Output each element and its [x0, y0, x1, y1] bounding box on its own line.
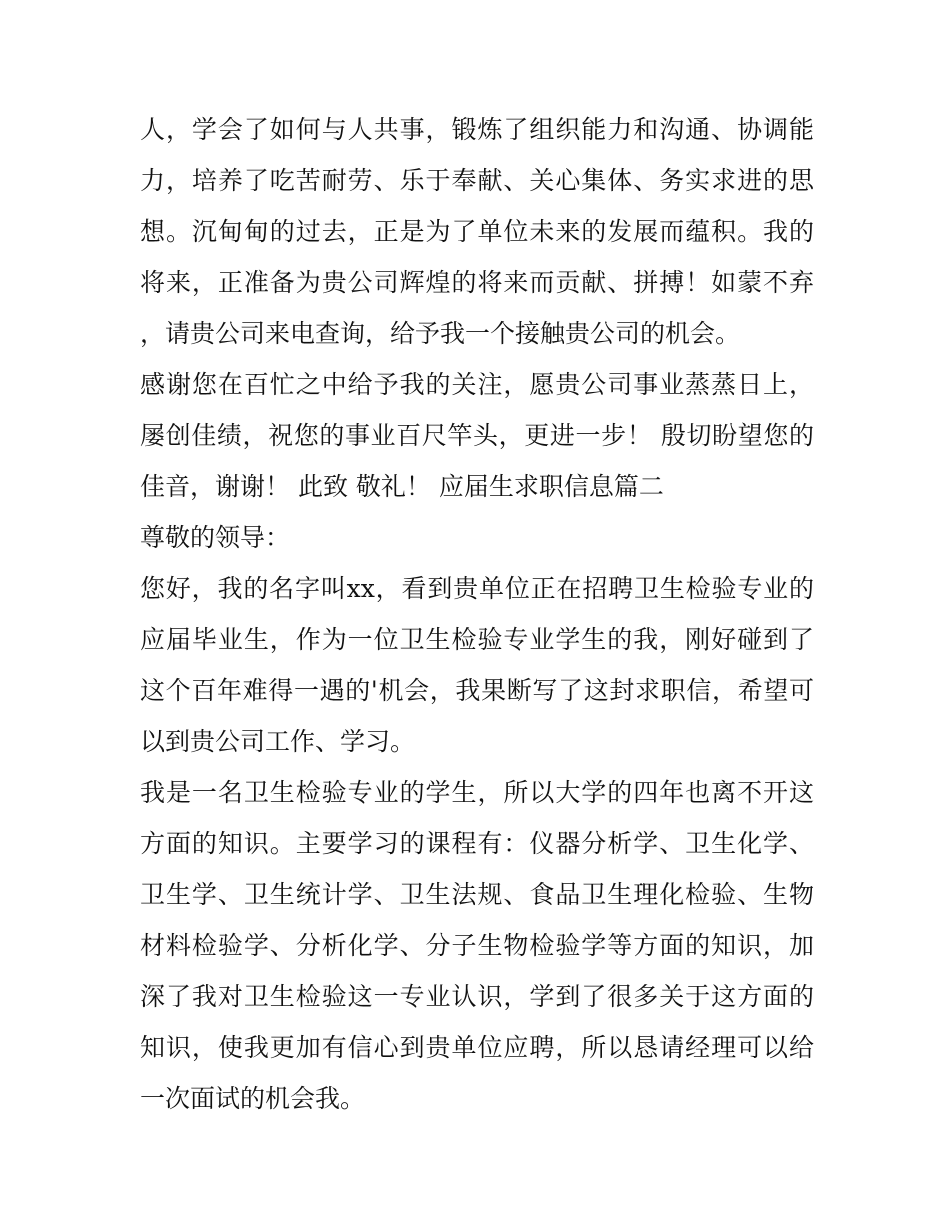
document-body: [140, 104, 814, 1124]
paragraph-continuation: 人，学会了如何与人共事，锻炼了组织能力和沟通、协调能力，培养了吃苦耐劳、乐于奉献、关心集体、务实求进的思想。沉甸甸的过去，正是为了单位未来的发展而蕴积。我的将来，正准备为贵公司辉煌的将来而贡献、拼搏！如蒙不弃，请贵公司来电查询，给予我一个接触贵公司的机会。: [140, 115, 814, 348]
paragraph-education: 我是一名卫生检验专业的学生，所以大学的四年也离不开这方面的知识。主要学习的课程有：仪器分析学、卫生化学、卫生学、卫生统计学、卫生法规、食品卫生理化检验、生物材料检验学、分析化学、分子生物检验学等方面的知识，加深了我对卫生检验这一专业认识，学到了很多关于这方面的知识，使我更加有信心到贵单位应聘，所以恳请经理可以给一次面试的机会我。: [140, 778, 814, 1113]
paragraph-salutation: 尊敬的领导：: [140, 523, 291, 552]
paragraph-introduction: 您好，我的名字叫xx，看到贵单位正在招聘卫生检验专业的应届毕业生，作为一位卫生检验专业学生的我，刚好碰到了这个百年难得一遇的'机会，我果断写了这封求职信，希望可以到贵公司工作、学习。: [140, 574, 814, 756]
paragraph-thanks-closing: 感谢您在百忙之中给予我的关注，愿贵公司事业蒸蒸日上，屡创佳绩，祝您的事业百尺竿头，更进一步！ 殷切盼望您的佳音，谢谢！ 此致 敬礼！ 应届生求职信息篇二: [140, 370, 814, 501]
